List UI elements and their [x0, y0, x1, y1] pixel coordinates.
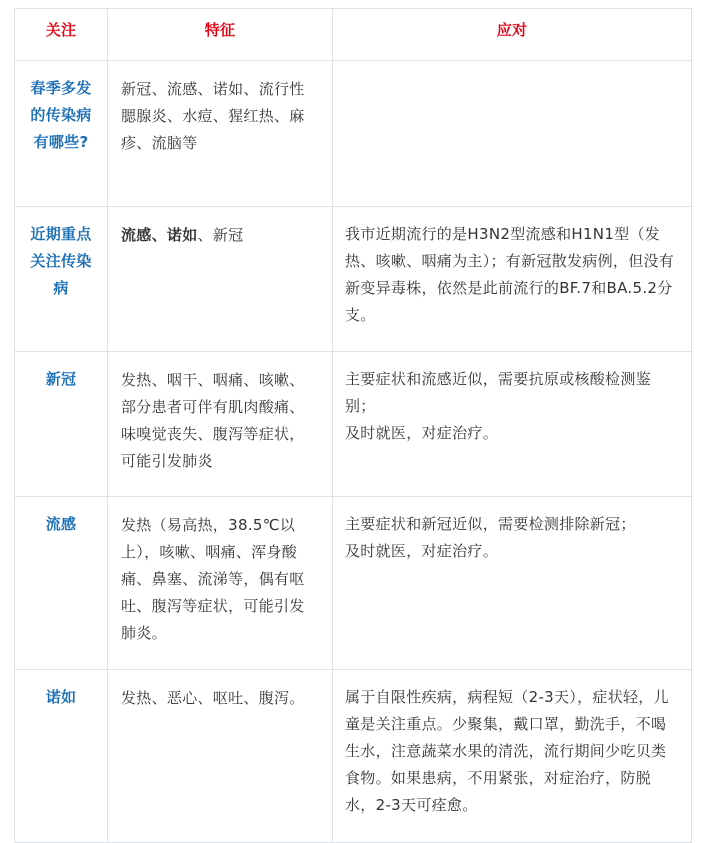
- row-topic: 春季多发的传染病有哪些?: [15, 61, 108, 207]
- row-feature: [108, 352, 333, 497]
- header-topic: 关注: [15, 9, 108, 61]
- row-topic: 流感: [15, 497, 108, 670]
- row-topic: 近期重点关注传染病: [15, 207, 108, 352]
- response-line: 属于自限性疾病，病程短（2-3天），症状轻，儿童是关注重点。少聚集，戴口罩，勤洗手，不喝生水，注意蔬菜水果的清洗，流行期间少吃贝类食物。如果患病，不用紧张，对症治疗，防脱水，2-3天可痊愈。: [345, 688, 669, 814]
- row-feature: [108, 497, 333, 670]
- feature-text: 、新冠: [197, 226, 244, 244]
- header-feature: 特征: [108, 9, 333, 61]
- table-header-row: [15, 9, 692, 61]
- table-row: [15, 670, 692, 843]
- response-line: 我市近期流行的是H3N2型流感和H1N1型（发热、咳嗽、咽痛为主）；有新冠散发病例，但没有新变异毒株，依然是此前流行的BF.7和BA.5.2分支。: [345, 225, 675, 324]
- row-response: [333, 670, 692, 843]
- row-feature: [108, 207, 333, 352]
- infectious-disease-table: [14, 8, 692, 843]
- row-response: [333, 207, 692, 352]
- response-line: 主要症状和新冠近似，需要检测排除新冠；: [345, 515, 636, 533]
- row-response: [333, 61, 692, 207]
- row-feature: [108, 61, 333, 207]
- table-row: [15, 497, 692, 670]
- row-response: [333, 352, 692, 497]
- table-row: [15, 61, 692, 207]
- row-topic: 新冠: [15, 352, 108, 497]
- feature-text: 发热、咽干、咽痛、咳嗽、部分患者可伴有肌肉酸痛、味嗅觉丧失、腹泻等症状，可能引发肺炎: [121, 371, 305, 470]
- row-feature: [108, 670, 333, 843]
- response-line: 及时就医，对症治疗。: [345, 424, 499, 442]
- feature-text: 新冠、流感、诺如、流行性腮腺炎、水痘、猩红热、麻疹、流脑等: [121, 80, 305, 152]
- feature-text: 发热（易高热，38.5℃以上），咳嗽、咽痛、浑身酸痛、鼻塞、流涕等，偶有呕吐、腹泻等症状，可能引发肺炎。: [121, 516, 305, 642]
- header-response: 应对: [333, 9, 692, 61]
- feature-text: 发热、恶心、呕吐、腹泻。: [121, 689, 305, 707]
- row-topic: 诺如: [15, 670, 108, 843]
- row-response: [333, 497, 692, 670]
- table-row: [15, 352, 692, 497]
- response-line: 主要症状和流感近似，需要抗原或核酸检测鉴别；: [345, 370, 652, 415]
- feature-emphasis: 流感、诺如: [121, 226, 198, 244]
- table-row: [15, 207, 692, 352]
- response-line: 及时就医，对症治疗。: [345, 542, 499, 560]
